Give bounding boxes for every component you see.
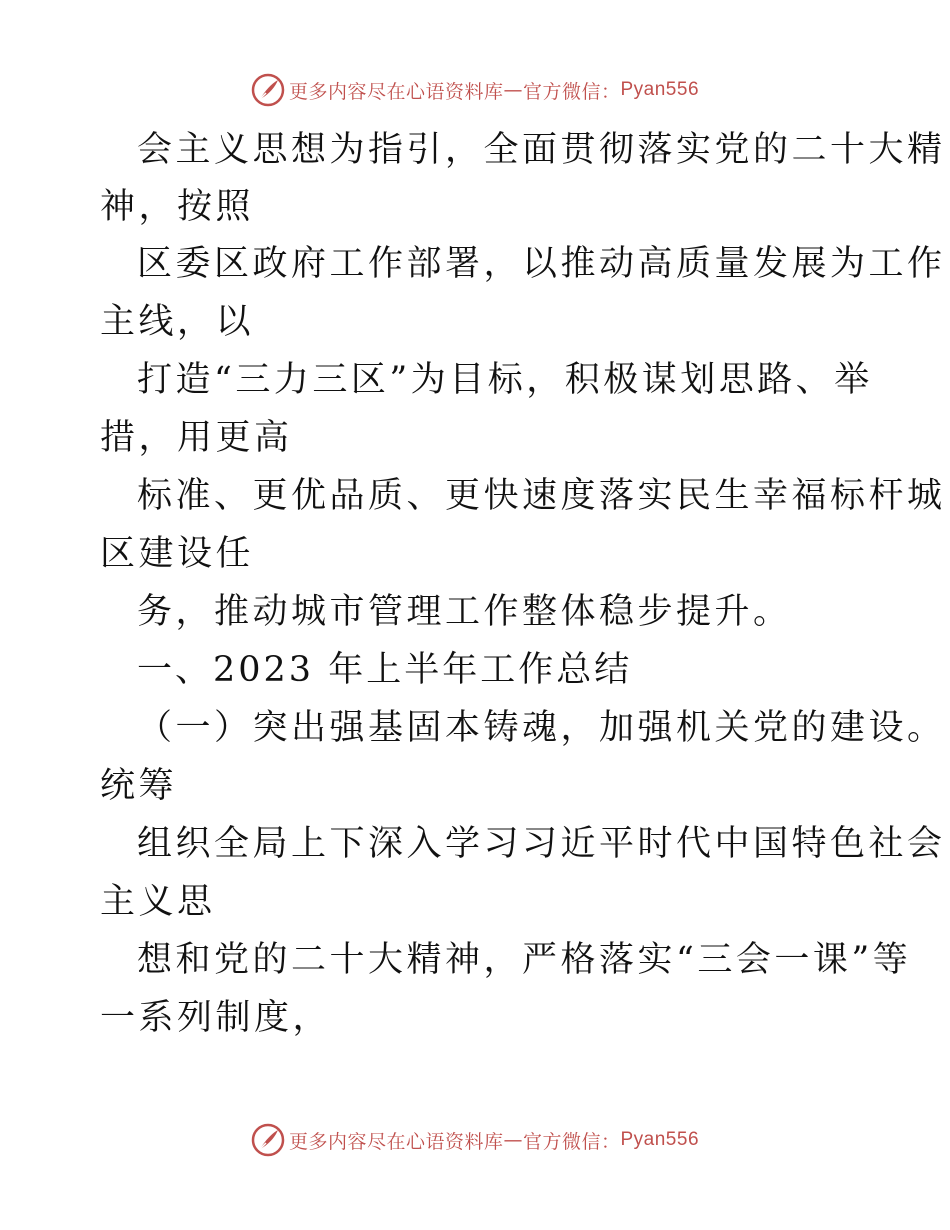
- feather-pen-logo-icon: [251, 73, 285, 107]
- section-heading: 一、2023 年上半年工作总结: [137, 650, 633, 690]
- footer-watermark: [0, 1120, 950, 1160]
- text-line: 神，按照: [100, 187, 255, 227]
- feather-pen-logo-icon: [251, 1123, 285, 1157]
- text-line: 一系列制度，: [100, 998, 332, 1038]
- watermark-text: 更多内容尽在心语资料库: [288, 1130, 504, 1153]
- watermark-wechat-id: Pyan556: [620, 1129, 700, 1150]
- text-line: 统筹: [100, 766, 178, 806]
- text-line: 主义思: [100, 882, 216, 922]
- text-line: 组织全局上下深入学习习近平时代中国特色社会: [137, 824, 946, 864]
- text-line: 想和党的二十大精神，严格落实“三会一课”等: [137, 940, 912, 980]
- header-watermark: [0, 70, 950, 110]
- text-line: 主线，以: [100, 302, 255, 342]
- watermark-separator: —: [503, 79, 523, 101]
- text-line: 打造“三力三区”为目标，积极谋划思路、举: [137, 360, 873, 400]
- text-line: 措，用更高: [100, 418, 293, 458]
- subsection-heading: （一）突出强基固本铸魂，加强机关党的建设。: [137, 708, 946, 748]
- watermark-wechat-id: Pyan556: [620, 79, 700, 100]
- text-line: 会主义思想为指引，全面贯彻落实党的二十大精: [137, 130, 946, 170]
- watermark-text: 更多内容尽在心语资料库: [288, 80, 504, 103]
- text-line: 务，推动城市管理工作整体稳步提升。: [137, 592, 792, 632]
- text-line: 标准、更优品质、更快速度落实民生幸福标杆城: [137, 476, 946, 516]
- text-line: 区建设任: [100, 534, 255, 574]
- watermark-wechat-label: 官方微信：: [522, 80, 621, 103]
- watermark-wechat-label: 官方微信：: [522, 1130, 621, 1153]
- watermark-separator: —: [503, 1129, 523, 1151]
- text-line: 区委区政府工作部署，以推动高质量发展为工作: [137, 244, 946, 284]
